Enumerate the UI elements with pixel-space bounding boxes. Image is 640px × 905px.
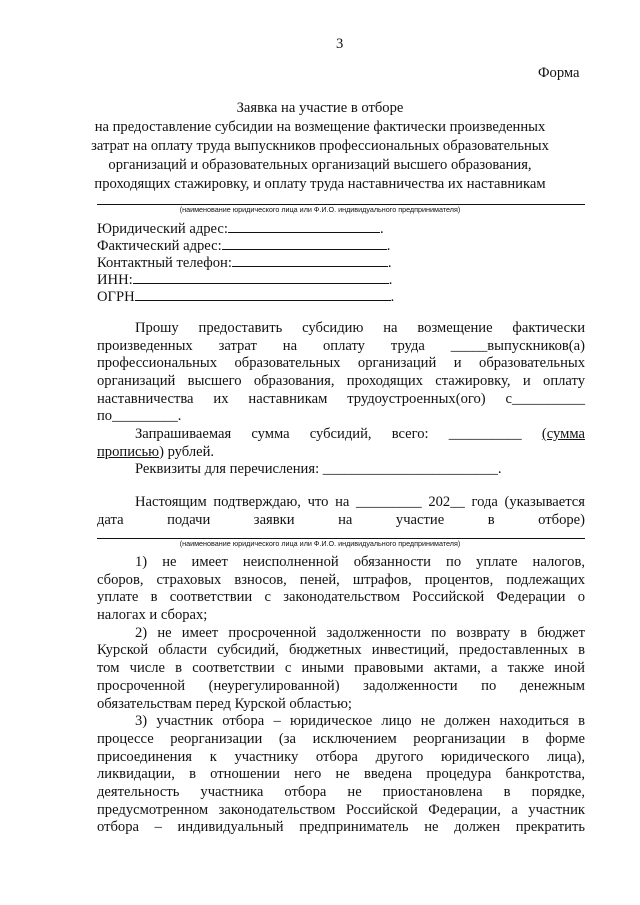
amount-paragraph xyxy=(97,426,585,461)
requisites-field: Реквизиты для перечисления: ________________________. xyxy=(135,461,502,477)
ogrn-label: ОГРН xyxy=(97,289,135,305)
phone-field: Контактный телефон: . xyxy=(97,255,392,271)
page-number: 3 xyxy=(336,36,344,52)
request-line-6: по_________. xyxy=(97,408,182,425)
confirm-line-1: Настоящим подтверждаю, что на _________ 202__ года (указывается xyxy=(135,494,585,510)
inn-input[interactable] xyxy=(133,271,389,284)
item-3-line-6: предусмотренном законодательством Российской Федерации, а участник xyxy=(97,801,585,818)
ogrn-input[interactable] xyxy=(135,288,391,301)
actual-address-field: Фактический адрес: . xyxy=(97,238,391,254)
confirm-paragraph xyxy=(97,494,585,529)
item-1-line-2: сборов, страховых взносов, пеней, штрафов, процентов, подлежащих xyxy=(97,571,585,588)
item-1-line-1: 1) не имеет неисполненной обязанности по уплате налогов, xyxy=(135,554,585,570)
request-line-5: наставничества их наставникам трудоустроенных(ого) с__________ xyxy=(97,390,585,407)
confirm-line-2: дата подачи заявки на участие в отборе) xyxy=(97,511,585,528)
item-1-line-4: налогах и сборах; xyxy=(97,607,208,624)
conditions-list xyxy=(97,554,585,837)
item-2-line-3: том числе в соответствии с иными правовыми актами, а также иной xyxy=(97,660,585,677)
legal-address-input[interactable] xyxy=(228,220,380,233)
title-line-1: Заявка на участие в отборе xyxy=(236,100,404,116)
phone-input[interactable] xyxy=(232,254,388,267)
inn-field: ИНН: . xyxy=(97,272,393,288)
request-line-1: Прошу предоставить субсидию на возмещение фактически xyxy=(135,320,585,336)
amount-in-words-hint: (сумма xyxy=(541,426,585,442)
amount-line-2: прописью) рублей. xyxy=(97,443,215,460)
phone-label: Контактный телефон: xyxy=(97,255,232,271)
actual-address-input[interactable] xyxy=(222,237,387,250)
item-2-line-1: 2) не имеет просроченной задолженности по возврату в бюджет xyxy=(135,624,585,641)
request-line-3: профессиональных образовательных организаций и образовательных xyxy=(97,355,585,372)
item-3-line-3: присоединения к участнику отбора другого юридического лица), xyxy=(97,748,585,765)
legal-address-field: Юридический адрес: . xyxy=(97,221,384,237)
title-line-5: проходящих стажировку, и оплату труда наставничества их наставникам xyxy=(94,176,546,192)
amount-line-1: Запрашиваемая сумма субсидий, всего: __________ (сумма xyxy=(135,426,585,442)
item-1-line-3: уплате в соответствии с законодательством Российской Федерации о xyxy=(97,589,585,606)
request-line-4: организаций высшего образования, проходящих стажировку, и оплату xyxy=(97,373,585,390)
title-line-4: организаций и образовательных организаций высшего образования, xyxy=(108,157,532,173)
title-line-2: на предоставление субсидии на возмещение фактически произведенных xyxy=(94,119,546,135)
item-3-line-2: процессе реорганизации (за исключением реорганизации в форме xyxy=(97,730,585,747)
request-paragraph xyxy=(97,320,585,426)
form-label: Форма xyxy=(538,65,580,81)
ogrn-field: ОГРН . xyxy=(97,289,395,305)
item-2-line-2: Курской области субсидий, бюджетных инвестиций, предоставленных в xyxy=(97,642,585,659)
item-3-line-7: отбора – индивидуальный предприниматель не должен прекратить xyxy=(97,819,585,836)
amount-in-words-hint: прописью xyxy=(97,443,160,460)
legal-address-label: Юридический адрес: xyxy=(97,221,228,237)
item-2-line-4: просроченной (неурегулированной) задолженности по денежным xyxy=(97,677,585,694)
applicant-name-caption-2: (наименование юридического лица или Ф.И.О. индивидуального предпринимателя) xyxy=(179,539,461,548)
item-3-line-4: ликвидации, в отношении него не введена процедура банкротства, xyxy=(97,766,585,783)
actual-address-label: Фактический адрес: xyxy=(97,238,222,254)
inn-label: ИНН: xyxy=(97,272,133,288)
request-line-2: произведенных затрат на оплату труда _____выпускников(а) xyxy=(97,337,585,354)
title-line-3: затрат на оплату труда выпускников профессиональных образовательных xyxy=(91,138,549,154)
item-3-line-5: деятельность участника отбора не приостановлена в порядке, xyxy=(97,783,585,800)
item-2-line-5: обязательствам перед Курской областью; xyxy=(97,695,352,712)
applicant-name-caption: (наименование юридического лица или Ф.И.О. индивидуального предпринимателя) xyxy=(179,205,461,214)
item-3-line-1: 3) участник отбора – юридическое лицо не должен находиться в xyxy=(135,713,585,730)
